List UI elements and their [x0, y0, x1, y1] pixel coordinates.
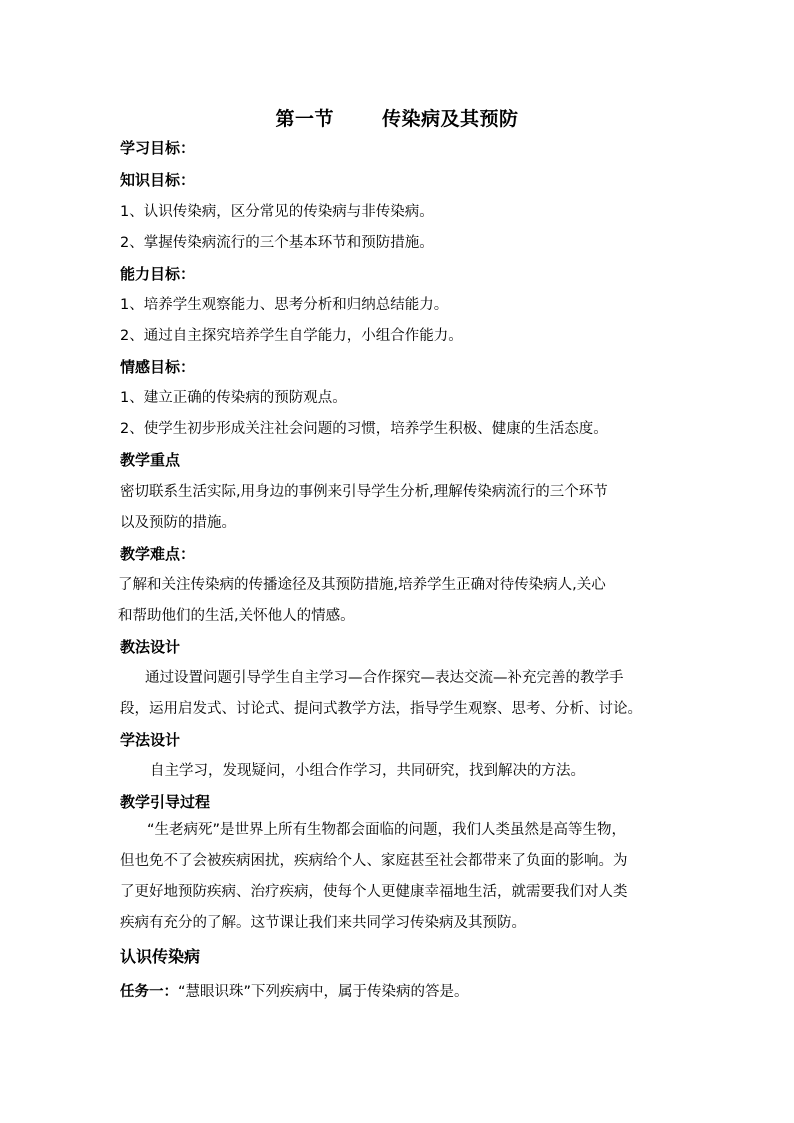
- page-title: [0, 104, 794, 131]
- task-one-line: 任务一：“慧眼识珠”下列疾病中，属于传染病的答是。: [120, 984, 469, 1000]
- heading-ability-goals: 能力目标：: [120, 265, 196, 283]
- heading-teaching-process: 教学引导过程: [120, 793, 211, 811]
- paragraph-line: 2、通过自主探究培养学生自学能力，小组合作能力。: [120, 328, 463, 344]
- heading-emotion-goals: 情感目标：: [120, 358, 196, 376]
- paragraph-line: 了更好地预防疾病、治疗疾病，使每个人更健康幸福地生活，就需要我们对人类: [120, 884, 628, 900]
- heading-knowledge-goals: 知识目标：: [120, 171, 196, 189]
- paragraph-line: 但也免不了会被疾病困扰，疾病给个人、家庭甚至社会都带来了负面的影响。为: [120, 853, 628, 869]
- paragraph-line: 段，运用启发式、讨论式、提问式教学方法，指导学生观察、思考、分析、讨论。: [120, 701, 642, 717]
- paragraph-line: 密切联系生活实际,用身边的事例来引导学生分析,理解传染病流行的三个环节: [120, 484, 608, 500]
- paragraph-line: 2、掌握传染病流行的三个基本环节和预防措施。: [120, 235, 434, 251]
- paragraph-line: 疾病有充分的了解。这节课让我们来共同学习传染病及其预防。: [120, 915, 526, 931]
- paragraph-line: 和帮助他们的生活,关怀他人的情感。: [118, 608, 355, 624]
- paragraph-line: 1、认识传染病，区分常见的传染病与非传染病。: [120, 204, 434, 220]
- paragraph-line: 2、使学生初步形成关注社会问题的习惯，培养学生积极、健康的生活态度。: [120, 421, 608, 437]
- heading-know-infectious-disease: 认识传染病: [120, 947, 201, 966]
- paragraph-line: 1、建立正确的传染病的预防观点。: [120, 390, 347, 406]
- heading-teaching-difficulty: 教学难点：: [120, 545, 196, 563]
- paragraph-line: 以及预防的措施。: [120, 515, 236, 531]
- paragraph-line: 了解和关注传染病的传播途径及其预防措施,培养学生正确对待传染病人,关心: [118, 577, 606, 593]
- paragraph-line: 自主学习，发现疑问，小组合作学习，共同研究，找到解决的方法。: [150, 763, 585, 779]
- title-section-number: 第一节: [275, 108, 334, 130]
- paragraph-line: 通过设置问题引导学生自主学习—合作探究—表达交流—补充完善的教学手: [145, 670, 624, 686]
- title-text: 传染病及其预防: [382, 108, 519, 130]
- paragraph-line: “生老病死”是世界上所有生物都会面临的问题，我们人类虽然是高等生物，: [147, 822, 627, 838]
- heading-teaching-focus: 教学重点: [120, 451, 181, 469]
- paragraph-line: 1、培养学生观察能力、思考分析和归纳总结能力。: [120, 297, 449, 313]
- heading-learning-goals: 学习目标：: [120, 139, 196, 157]
- heading-learning-method: 学法设计: [120, 731, 181, 749]
- heading-teaching-method: 教法设计: [120, 638, 181, 656]
